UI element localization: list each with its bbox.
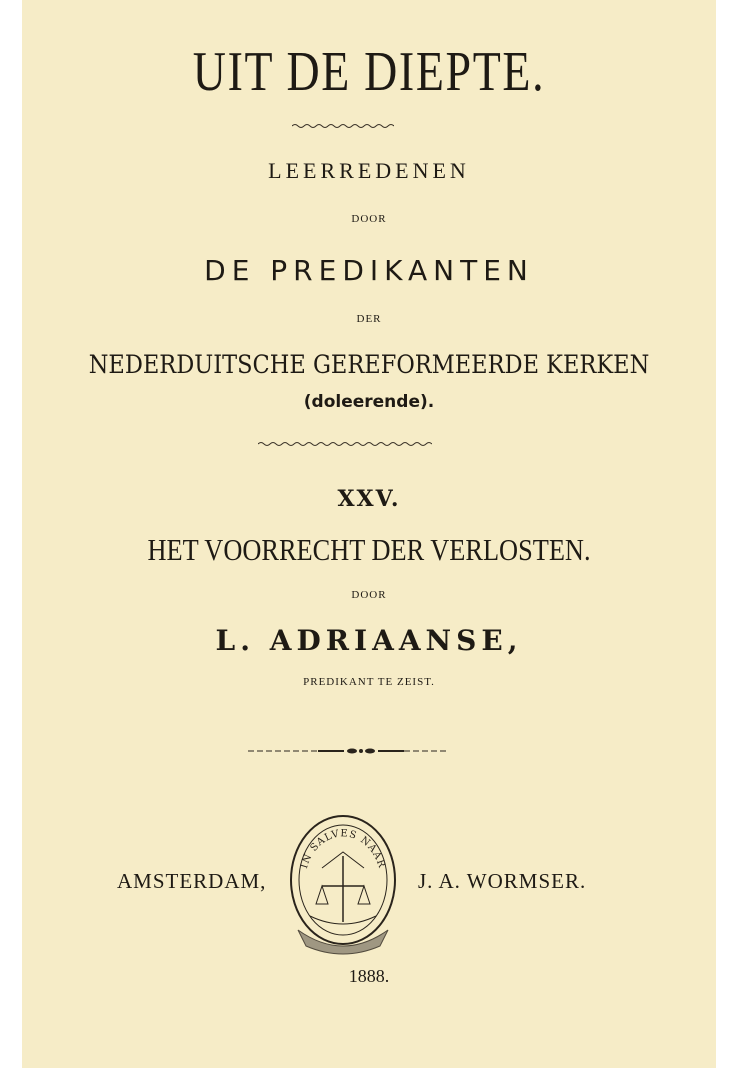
sermon-title: HET VOORRECHT DER VERLOSTEN.	[147, 532, 591, 567]
author-role: PREDIKANT TE ZEIST.	[303, 676, 435, 688]
book-title: UIT DE DIEPTE.	[192, 41, 546, 103]
preachers-heading: DE PREDIKANTEN	[204, 254, 534, 287]
decorative-divider-icon	[248, 744, 448, 758]
volume-number: XXV.	[337, 486, 401, 512]
by-label-2: DOOR	[351, 589, 387, 601]
publisher-city: AMSTERDAM,	[117, 869, 267, 893]
churches-heading: NEDERDUITSCHE GEREFORMEERDE KERKEN	[88, 350, 650, 379]
publisher-name: J. A. WORMSER.	[418, 869, 587, 893]
subtitle: LEERREDENEN	[268, 158, 470, 183]
by-label-1: DOOR	[351, 213, 387, 225]
of-the-label: DER	[356, 313, 382, 325]
publisher-seal-icon	[284, 812, 402, 960]
title-page	[22, 0, 716, 1068]
publication-year: 1888.	[348, 966, 390, 986]
wavy-rule-top-icon	[292, 122, 394, 130]
author-name: L. ADRIAANSE,	[215, 624, 523, 657]
seal-lettering: IN SALVES NAAR	[298, 828, 388, 870]
wavy-rule-middle-icon	[258, 440, 432, 448]
churches-note: (doleerende).	[303, 392, 435, 412]
